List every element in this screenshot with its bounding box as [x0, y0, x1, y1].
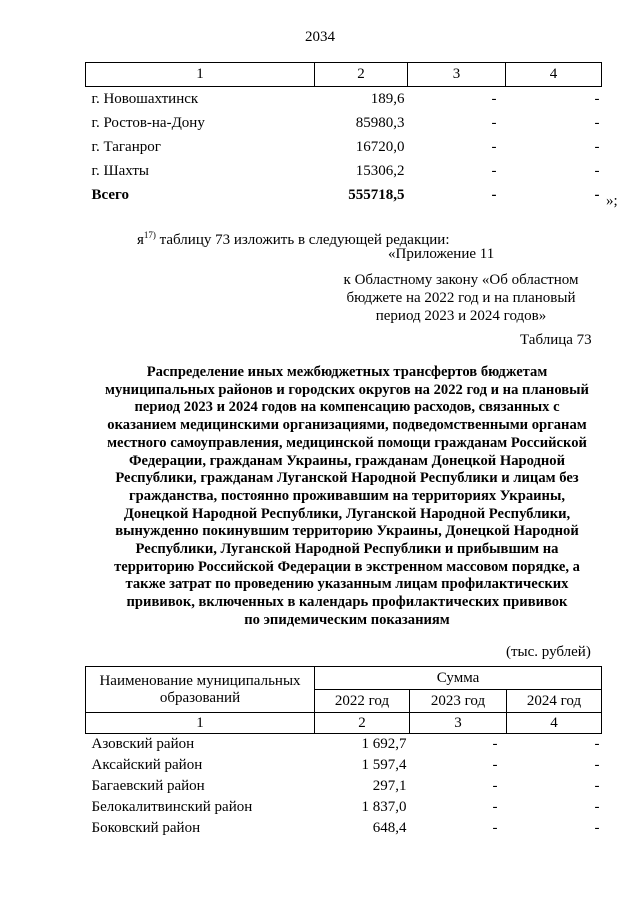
title-line: местного самоуправления, медицинской помощи гражданам Российской — [107, 434, 587, 451]
title-line: территорию Российской Федерации в экстренном массовом порядке, а — [114, 558, 580, 575]
table-row — [86, 159, 602, 183]
municipality-name: г. Ростов-на-Дону — [91, 114, 205, 131]
year-2024-header: 2024 год — [507, 690, 602, 713]
annex-title: «Приложение 11 — [388, 246, 495, 262]
value-2023: - — [491, 138, 497, 155]
column-number: 3 — [410, 713, 507, 734]
table-row — [86, 818, 602, 839]
units-label: (тыс. рублей) — [506, 644, 591, 660]
title-line: Республики, гражданам Луганской Народной Республики и лицам без — [115, 470, 579, 487]
value-2024: - — [594, 820, 600, 836]
value-2022: 648,4 — [372, 820, 407, 836]
annex-line: к Областному закону «Об областном — [343, 272, 579, 288]
title-line: оказанием медицинскими организациями, подведомственными органам — [107, 417, 587, 434]
value-2024: - — [594, 114, 600, 131]
title-line: Распределение иных межбюджетных трансфертов бюджетам — [146, 364, 548, 380]
value-2024: - — [594, 90, 600, 107]
title-line: муниципальных районов и городских округов на 2022 год и на плановый — [105, 381, 589, 398]
column-number: 3 — [408, 63, 506, 87]
municipality-name: Аксайский район — [91, 757, 203, 773]
table-row — [86, 135, 602, 159]
title-line: гражданства, постоянно проживавшим на территориях Украины, — [129, 487, 565, 504]
total-2024: - — [594, 186, 600, 203]
annex-line: период 2023 и 2024 годов» — [375, 308, 547, 324]
title-line: Федерации, гражданам Украины, гражданам Донецкой Народной — [129, 452, 565, 469]
table-row — [86, 755, 602, 776]
value-2024: - — [594, 778, 600, 794]
amendment-prefix: я — [137, 232, 144, 248]
value-2024: - — [594, 799, 600, 815]
title-line: вынужденно покинувшим территорию Украины, Донецкой Народной — [115, 523, 579, 540]
value-2022: 15306,2 — [355, 162, 405, 179]
value-2022: 189,6 — [370, 90, 405, 107]
value-2024: - — [594, 138, 600, 155]
value-2022: 297,1 — [372, 778, 407, 794]
table-row — [86, 111, 602, 135]
table-row — [86, 87, 602, 112]
municipality-name: г. Новошахтинск — [91, 90, 199, 107]
annex-line: бюджете на 2022 год и на плановый — [346, 290, 576, 306]
distribution-title — [80, 364, 614, 630]
total-row — [86, 183, 602, 207]
header-row — [86, 667, 602, 690]
closing-quote: »; — [606, 193, 618, 209]
table-row — [86, 797, 602, 818]
total-2023: - — [491, 186, 497, 203]
value-2023: - — [492, 778, 498, 794]
value-2024: - — [594, 736, 600, 752]
municipality-name: Белокалитвинский район — [91, 799, 253, 815]
value-2023: - — [491, 162, 497, 179]
value-2022: 1 597,4 — [361, 757, 407, 773]
municipality-name: Боковский район — [91, 820, 201, 836]
column-number: 2 — [315, 63, 408, 87]
amendment-body: таблицу 73 изложить в следующей редакции: — [155, 232, 450, 248]
title-line: период 2023 и 2024 годов на компенсацию расходов, связанных с — [134, 399, 560, 416]
table-row — [86, 776, 602, 797]
value-2023: - — [491, 90, 497, 107]
year-2022-header: 2022 год — [315, 690, 410, 713]
value-2022: 85980,3 — [355, 114, 405, 131]
value-2023: - — [492, 820, 498, 836]
column-number: 1 — [86, 713, 315, 734]
title-line: прививок, включенных в календарь профилактических прививок — [126, 594, 568, 611]
total-label: Всего — [91, 186, 129, 203]
column-number: 4 — [506, 63, 602, 87]
municipality-name: г. Шахты — [91, 162, 150, 179]
total-2022: 555718,5 — [348, 186, 405, 203]
value-2022: 1 837,0 — [361, 799, 407, 815]
value-2023: - — [492, 799, 498, 815]
header-line: Наименование муниципальных — [99, 672, 301, 689]
distribution-table — [85, 666, 602, 839]
title-line: Донецкой Народной Республики, Луганской Народной Республики, — [123, 505, 571, 522]
header-line: образований — [159, 689, 241, 706]
municipality-name: г. Таганрог — [91, 138, 161, 155]
title-line: также затрат по проведению указанным лицам профилактических — [125, 576, 569, 593]
table-row — [86, 734, 602, 756]
name-column-header — [86, 667, 315, 713]
title-line: по эпидемическим показаниям — [244, 611, 450, 628]
footnote-mark: 17) — [143, 230, 156, 240]
value-2024: - — [594, 757, 600, 773]
continued-table — [85, 62, 602, 207]
column-number: 1 — [86, 63, 315, 87]
table-label: Таблица 73 — [520, 332, 592, 348]
municipality-name: Багаевский район — [91, 778, 205, 794]
annex-reference — [330, 271, 592, 325]
municipality-name: Азовский район — [91, 736, 195, 752]
title-line: Республики, Луганской Народной Республики и прибывшим на — [135, 541, 559, 558]
sum-header: Сумма — [315, 667, 602, 690]
page-number: 2034 — [305, 29, 335, 45]
value-2023: - — [492, 757, 498, 773]
value-2023: - — [491, 114, 497, 131]
column-number: 4 — [507, 713, 602, 734]
year-2023-header: 2023 год — [410, 690, 507, 713]
column-number-row — [86, 63, 602, 87]
value-2022: 1 692,7 — [361, 736, 407, 752]
value-2022: 16720,0 — [355, 138, 405, 155]
column-number: 2 — [315, 713, 410, 734]
column-number-row — [86, 713, 602, 734]
value-2024: - — [594, 162, 600, 179]
value-2023: - — [492, 736, 498, 752]
